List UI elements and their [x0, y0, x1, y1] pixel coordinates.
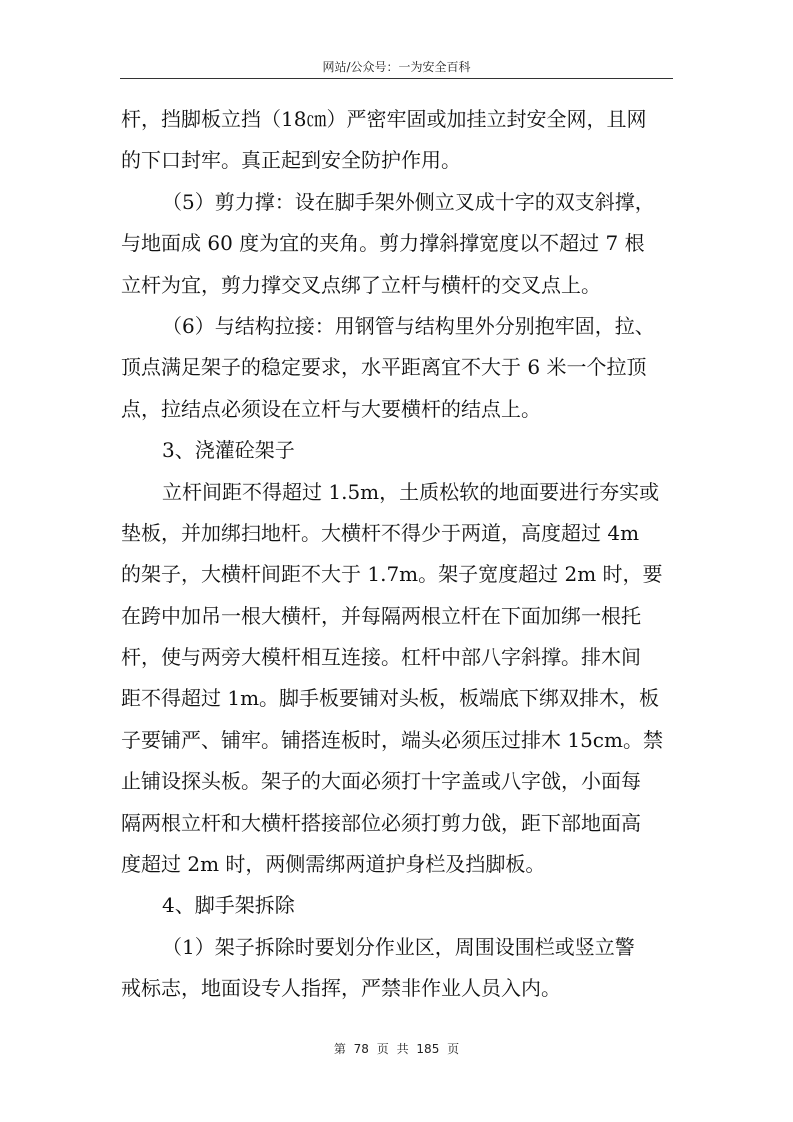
header-divider — [120, 78, 673, 79]
text-line: 距不得超过 1m。脚手板要铺对头板，板端底下绑双排木，板 — [121, 686, 660, 711]
paragraph-start: 立杆间距不得超过 1.5m，土质松软的地面要进行夯实或 — [162, 479, 660, 504]
text-line: 顶点满足架子的稳定要求，水平距离宜不大于 6 米一个拉顶 — [121, 355, 647, 380]
text-line: 立杆为宜，剪力撑交叉点绑了立杆与横杆的交叉点上。 — [121, 272, 601, 297]
page-footer — [0, 1040, 793, 1057]
section-heading-3: 3、浇灌砼架子 — [162, 438, 295, 463]
text-line: 的架子，大横杆间距不大于 1.7m。架子宽度超过 2m 时，要 — [121, 562, 663, 587]
section-heading-4: 4、脚手架拆除 — [162, 893, 295, 918]
text-line: 的下口封牢。真正起到安全防护作用。 — [121, 148, 461, 173]
text-line: 点，拉结点必须设在立杆与大要横杆的结点上。 — [121, 396, 541, 421]
paragraph-item-1: （1）架子拆除时要划分作业区，周围设围栏或竖立警 — [162, 934, 635, 959]
document-body — [121, 99, 677, 1010]
paragraph-item-5: （5）剪力撑：设在脚手架外侧立叉成十字的双支斜撑， — [162, 189, 655, 214]
text-line: 与地面成 60 度为宜的夹角。剪力撑斜撑宽度以不超过 7 根 — [121, 231, 645, 256]
text-line: 在跨中加吊一根大横杆，并每隔两根立杆在下面加绑一根托 — [121, 603, 641, 628]
footer-prefix: 第 — [333, 1042, 346, 1056]
text-line: 子要铺严、铺牢。铺搭连板时，端头必须压过排木 15cm。禁 — [121, 727, 663, 752]
text-line: 杆，挡脚板立挡（18㎝）严密牢固或加挂立封安全网，且网 — [121, 107, 647, 131]
current-page-number: 78 — [353, 1042, 369, 1056]
total-pages: 185 — [416, 1042, 440, 1056]
page-header: 网站/公众号：一为安全百科 — [322, 60, 471, 74]
text-line: 度超过 2m 时，两侧需绑两道护身栏及挡脚板。 — [121, 852, 546, 877]
text-line: 杆，使与两旁大模杆相互连接。杠杆中部八字斜撑。排木间 — [121, 645, 641, 670]
text-line: 隔两根立杆和大横杆搭接部位必须打剪力戗，距下部地面高 — [121, 810, 641, 835]
text-line: 垫板，并加绑扫地杆。大横杆不得少于两道，高度超过 4m — [121, 520, 640, 545]
text-line: 止铺设探头板。架子的大面必须打十字盖或八字戗，小面每 — [121, 769, 641, 794]
text-line: 戒标志，地面设专人指挥，严禁非作业人员入内。 — [121, 976, 561, 1001]
footer-suffix: 页 — [447, 1042, 460, 1056]
footer-middle: 页 共 — [376, 1042, 409, 1056]
paragraph-item-6: （6）与结构拉接：用钢管与结构里外分别抱牢固，拉、 — [162, 313, 655, 338]
